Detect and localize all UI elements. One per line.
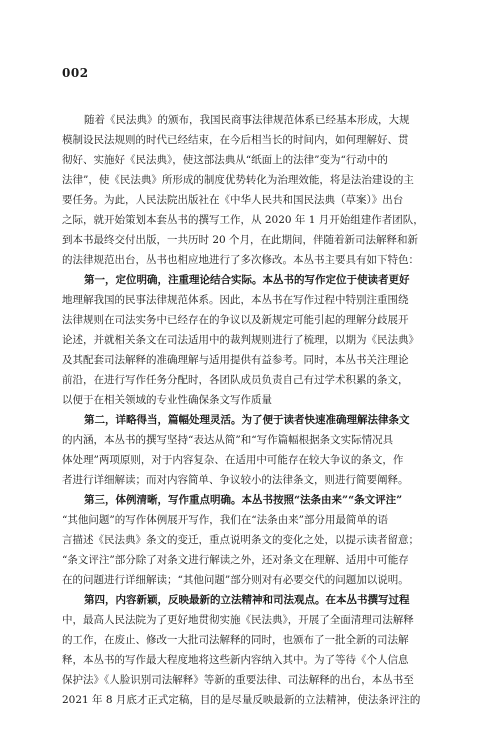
text-line: 及其配套司法解释的准确理解与适用提供有益参考。同时，本丛书关注理论 bbox=[62, 354, 409, 366]
paragraph bbox=[62, 410, 432, 490]
text-line: 保护法》《人脸识别司法解释》等新的重要法律、司法解释的出台，本丛书至 bbox=[62, 674, 414, 686]
text-line: “其他问题”的写作体例展开写作，我们在“法条由来”部分用最简单的语 bbox=[62, 514, 388, 526]
text-line: 论述，并就相关条文在司法适用中的裁判规则进行了梳理，以期为《民法典》 bbox=[62, 334, 419, 346]
text-line: 法律规则在司法实务中已经存在的争议以及新规定可能引起的理解分歧展开 bbox=[62, 314, 409, 326]
page-number: 002 bbox=[62, 66, 89, 80]
text-line: 之际，就开始策划本套丛书的撰写工作，从 2020 年 1 月开始组建作者团队， bbox=[62, 214, 424, 226]
text-line: 的内涵，本丛书的撰写坚持“表达从简”和“写作篇幅根据条文实际情况具 bbox=[62, 434, 394, 446]
paragraph bbox=[62, 270, 432, 410]
body-text bbox=[62, 110, 432, 710]
text-line: 释，本丛书的写作最大程度地将这些新内容纳入其中。为了等待《个人信息 bbox=[62, 654, 409, 666]
paragraph bbox=[62, 590, 432, 710]
text-line: 的工作，在废止、修改一大批司法解释的同时，也颁布了一批全新的司法解 bbox=[62, 634, 409, 646]
text-line: 第二，详略得当，篇幅处理灵活。为了便于读者快速准确理解法律条文 bbox=[84, 414, 410, 426]
text-line: 第一，定位明确，注重理论结合实际。本丛书的写作定位于使读者更好 bbox=[84, 274, 410, 286]
text-line: 的法律规范出台，丛书也相应地进行了多次修改。本丛书主要具有如下特色： bbox=[62, 254, 419, 266]
text-line: 第四，内容新颖，反映最新的立法精神和司法观点。在本丛书撰写过程 bbox=[84, 594, 410, 606]
text-line: 2021 年 8 月底才正式定稿，目的是尽量反映最新的立法精神，使法条评注的 bbox=[62, 694, 421, 706]
paragraph bbox=[62, 490, 432, 590]
text-line: 彻好、实施好《民法典》，使这部法典从“纸面上的法律”变为“行动中的 bbox=[62, 154, 388, 166]
text-line: 地理解我国的民事法律规范体系。因此，本丛书在写作过程中特别注重围绕 bbox=[62, 294, 409, 306]
text-line: 法律”，使《民法典》所形成的制度优势转化为治理效能，将是法治建设的主 bbox=[62, 174, 414, 186]
text-line: 在的问题进行详细解读；“其他问题”部分则对有必要交代的问题加以说明。 bbox=[62, 574, 409, 586]
text-line: 要任务。为此，人民法院出版社在《中华人民共和国民法典（草案）》出台 bbox=[62, 194, 404, 206]
paragraph bbox=[62, 110, 432, 270]
text-line: 第三，体例清晰，写作重点明确。本丛书按照“法条由来”“条文评注” bbox=[84, 494, 403, 506]
text-line: “条文评注”部分除了对条文进行解读之外，还对条文在理解、适用中可能存 bbox=[62, 554, 409, 566]
text-line: 模制设民法规则的时代已经结束，在今后相当长的时间内，如何理解好、贯 bbox=[62, 134, 409, 146]
text-line: 前沿，在进行写作任务分配时，各团队成员负责自己有过学术积累的条文， bbox=[62, 374, 409, 386]
text-line: 到本书最终交付出版，一共历时 20 个月，在此期间，伴随着新司法解释和新 bbox=[62, 234, 419, 246]
text-line: 随着《民法典》的颁布，我国民商事法律规范体系已经基本形成，大规 bbox=[84, 114, 410, 126]
text-line: 体处理”两项原则，对于内容复杂、在适用中可能存在较大争议的条文，作 bbox=[62, 454, 404, 466]
text-line: 者进行详细解读；而对内容简单、争议较小的法律条文，则进行简要阐释。 bbox=[62, 474, 409, 486]
text-line: 言描述《民法典》条文的变迁，重点说明条文的变化之处，以提示读者留意； bbox=[62, 534, 419, 546]
text-line: 中，最高人民法院为了更好地贯彻实施《民法典》，开展了全面清理司法解释 bbox=[62, 614, 414, 626]
text-line: 以便于在相关领域的专业性确保条文写作质量 bbox=[62, 394, 272, 406]
